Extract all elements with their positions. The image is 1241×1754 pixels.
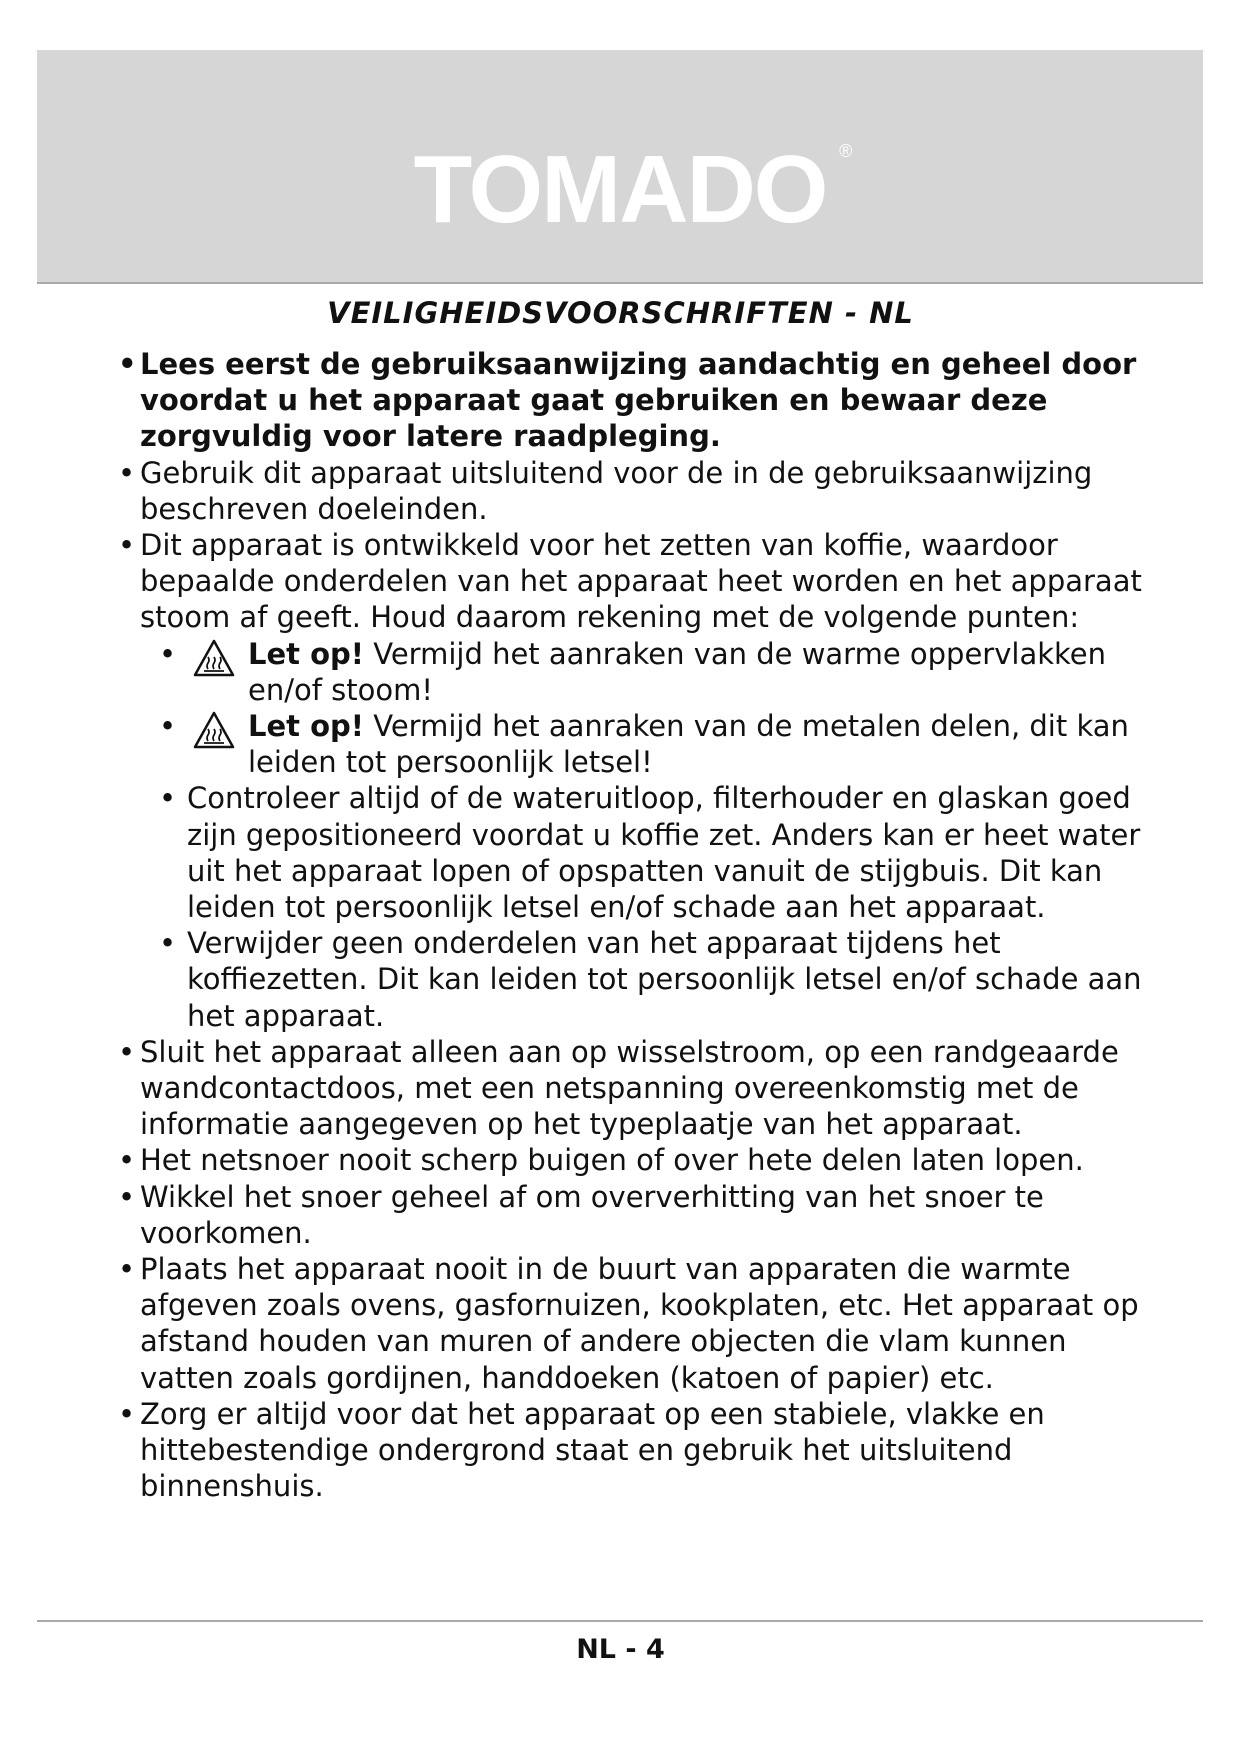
header-banner: [37, 50, 1203, 284]
list-item: • Gebruik dit apparaat uitsluitend voor de in de gebruiksaanwijzing beschreven doeleinden.: [118, 455, 1148, 527]
list-item: • Wikkel het snoer geheel af om oververhitting van het snoer te voorkomen.: [118, 1179, 1148, 1251]
sub-list-item: [118, 708, 1148, 780]
page-title: VEILIGHEIDSVOORSCHRIFTEN - NL: [327, 296, 914, 330]
sub-list-item: • Controleer altijd of de wateruitloop, filterhouder en glaskan goed zijn gepositioneerd voordat u koffie zet. Anders kan er heet water uit het apparaat lopen of opspatten vanuit de stijgbuis. Dit kan leiden tot persoonlijk letsel en/of schade aan het apparaat.: [118, 780, 1148, 925]
list-item: • Dit apparaat is ontwikkeld voor het zetten van koffie, waardoor bepaalde onderdelen van het apparaat heet worden en het apparaat stoom af geeft. Houd daarom rekening met de volgende punten:: [118, 527, 1148, 636]
list-item: • Het netsnoer nooit scherp buigen of over hete delen laten lopen.: [118, 1142, 1148, 1178]
list-item: • Lees eerst de gebruiksaanwijzing aandachtig en geheel door voordat u het apparaat gaat gebruiken en bewaar deze zorgvuldig voor latere raadpleging.: [118, 346, 1148, 455]
sub-list-item: [118, 636, 1148, 708]
page-number: NL - 4: [576, 1634, 665, 1665]
list-item: • Sluit het apparaat alleen aan op wisselstroom, op een randgeaarde wandcontactdoos, met een netspanning overeenkomstig met de informatie aangegeven op het typeplaatje van het apparaat.: [118, 1034, 1148, 1143]
list-item: • Plaats het apparaat nooit in de buurt van apparaten die warmte afgeven zoals ovens, gasfornuizen, kookplaten, etc. Het apparaat op afstand houden van muren of andere objecten die vlam kunnen vatten zoals gordijnen, handdoeken (katoen of papier) etc.: [118, 1251, 1148, 1396]
brand-name: TOMADO: [413, 136, 827, 243]
brand-logo: [37, 136, 1203, 243]
safety-instructions: [118, 346, 1148, 1505]
warning-label: Let op!: [248, 709, 365, 744]
sub-list-item: • Verwijder geen onderdelen van het apparaat tijdens het koffiezetten. Dit kan leiden tot persoonlijk letsel en/of schade aan het apparaat.: [118, 925, 1148, 1034]
footer-divider: [37, 1620, 1203, 1622]
warning-text: Vermijd het aanraken van de metalen delen, dit kan leiden tot persoonlijk letsel!: [248, 709, 1129, 780]
list-item: • Zorg er altijd voor dat het apparaat op een stabiele, vlakke en hittebestendige ondergrond staat en gebruik het uitsluitend binnenshuis.: [118, 1396, 1148, 1505]
registered-mark: ®: [839, 141, 853, 161]
hot-surface-warning-icon: [193, 711, 235, 749]
hot-surface-warning-icon: [193, 639, 235, 677]
warning-text: Vermijd het aanraken van de warme oppervlakken en/of stoom!: [248, 636, 1106, 707]
warning-label: Let op!: [248, 636, 365, 671]
